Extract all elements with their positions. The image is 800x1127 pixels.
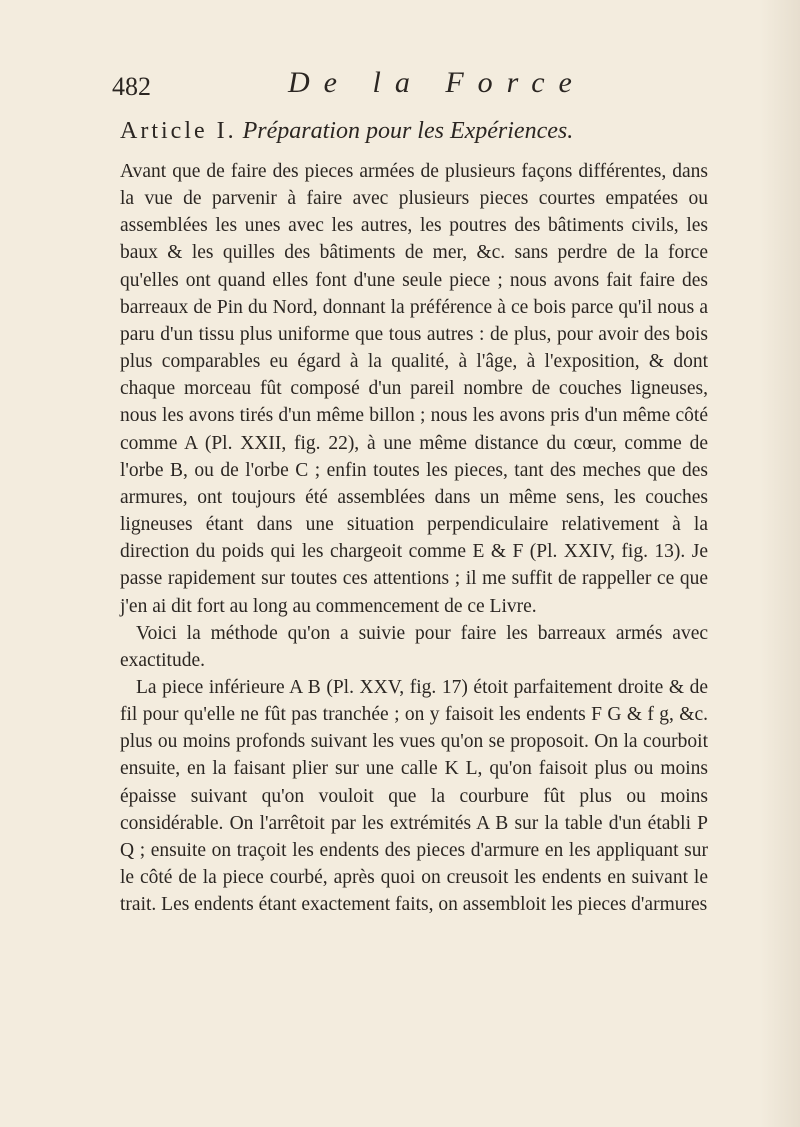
paragraph-2: Voici la méthode qu'on a suivie pour faire les barreaux armés avec exactitude. xyxy=(120,622,708,671)
paragraph-1: Avant que de faire des pieces armées de plusieurs façons différentes, dans la vue de parvenir à faire avec plusieurs pieces courtes empatées ou assemblées les unes avec les autres, les poutres des bâtiments civils, les baux & les quilles des bâtiments de mer, &c. sans perdre de la force qu'elles ont quand elles font d'une seule piece ; nous avons fait faire des barreaux de Pin du Nord, donnant la préférence à ce bois parce qu'il nous a paru d'un tissu plus uniforme que tous autres : de plus, pour avoir des bois plus comparables eu égard à la qualité, à l'âge, à l'exposition, & dont chaque morceau fût composé d'un pareil nombre de couches ligneuses, nous les avons tirés d'un même billon ; nous les avons pris d'un même côté comme A (Pl. XXII, fig. 22), à une même distance du cœur, comme de l'orbe B, ou de l'orbe C ; enfin toutes les pieces, tant des meches que des armures, ont toujours été assemblées dans un même sens, les couches ligneuses étant dans une situation perpendiculaire relativement à la direction du poids qui les chargeoit comme E & F (Pl. XXIV, fig. 13). Je passe rapidement sur toutes ces attentions ; il me suffit de rappeller ce que j'en ai dit fort au long au commencement de ce Livre. xyxy=(120,161,708,617)
article-heading xyxy=(120,118,573,145)
page-number: 482 xyxy=(112,72,151,101)
paragraph-3: La piece inférieure A B (Pl. XXV, fig. 17) étoit parfaitement droite & de fil pour qu'elle ne fût pas tranchée ; on y faisoit les endents F G & f g, &c. plus ou moins profonds suivant les vues qu'on se proposoit. On la courboit ensuite, en la faisant plier sur une calle K L, qu'on faisoit plus ou moins épaisse suivant qu'on vouloit que la courbure fût plus ou moins considérable. On l'arrêtoit par les extrémités A B sur la table d'un établi P Q ; ensuite on traçoit les endents des pieces d'armure en les appliquant sur le côté de la piece courbé, après quoi on creusoit les endents en suivant le trait. Les endents étant exactement faits, on assembloit les pieces d'armures xyxy=(120,676,708,916)
body-text xyxy=(120,158,708,918)
running-title: De la Force xyxy=(288,66,586,99)
article-title: Préparation pour les Expériences. xyxy=(242,118,574,144)
page-edge-shadow xyxy=(760,0,800,1127)
article-label: Article I. xyxy=(120,118,237,144)
page-header xyxy=(112,66,712,112)
